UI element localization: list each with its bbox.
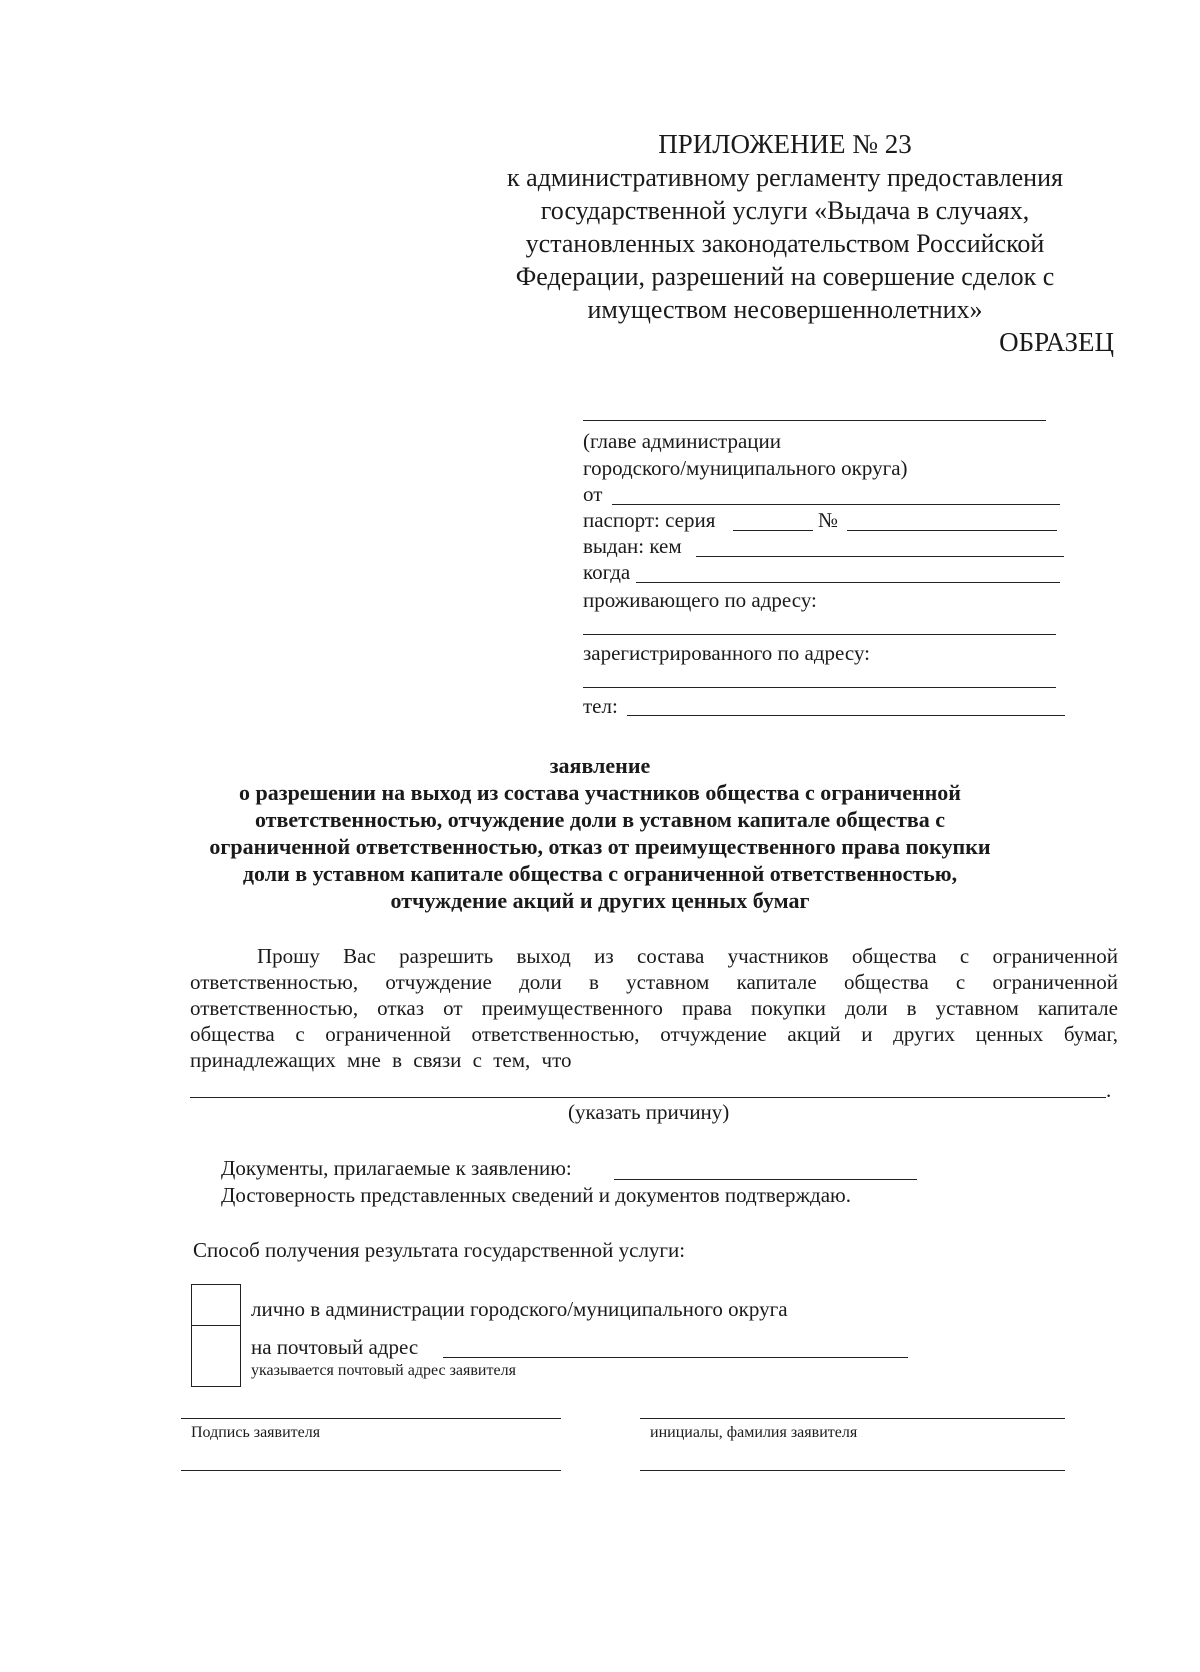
reason-period: .: [1106, 1078, 1112, 1102]
registered-address-line[interactable]: [583, 687, 1056, 688]
from-label: от: [583, 482, 603, 506]
passport-number-line[interactable]: [847, 530, 1057, 531]
applicant-name-underline: [640, 1470, 1065, 1471]
sample-label: ОБРАЗЕЦ: [999, 327, 1114, 357]
title-line: о разрешении на выход из состава участников общества с ограниченной: [239, 780, 961, 805]
application-title: [150, 752, 1050, 914]
in-person-checkbox[interactable]: [191, 1284, 241, 1326]
mail-address-hint: указывается почтовый адрес заявителя: [251, 1362, 516, 1379]
issue-date-line[interactable]: [636, 582, 1060, 583]
attached-documents-label: Документы, прилагаемые к заявлению:: [221, 1156, 572, 1180]
reason-line[interactable]: [190, 1097, 1106, 1098]
passport-series-line[interactable]: [733, 530, 813, 531]
applicant-name-line[interactable]: [640, 1418, 1065, 1419]
by-mail-checkbox[interactable]: [191, 1325, 241, 1387]
recipient-label-2: городского/муниципального округа): [583, 456, 908, 480]
title-line: заявление: [549, 753, 651, 778]
issued-by-label: выдан: кем: [583, 534, 682, 558]
signature-label: Подпись заявителя: [191, 1424, 321, 1441]
in-person-option-label: лично в администрации городского/муниципального округа: [251, 1297, 788, 1321]
appendix-header: [470, 128, 1100, 326]
title-line: доли в уставном капитале общества с ограниченной ответственностью,: [242, 861, 958, 886]
appendix-title: ПРИЛОЖЕНИЕ № 23: [658, 129, 912, 159]
issued-by-line[interactable]: [696, 556, 1064, 557]
residing-address-label: проживающего по адресу:: [583, 588, 817, 612]
title-line: ответственностью, отчуждение доли в уставном капитале общества с: [254, 807, 946, 832]
applicant-name-label: инициалы, фамилия заявителя: [650, 1424, 858, 1441]
receipt-method-label: Способ получения результата государственной услуги:: [193, 1238, 686, 1262]
header-line: государственной услуги «Выдача в случаях,: [540, 196, 1030, 225]
recipient-label-1: (главе администрации: [583, 429, 782, 453]
from-field-line[interactable]: [612, 504, 1060, 505]
confirmation-statement: Достоверность представленных сведений и документов подтверждаю.: [221, 1183, 851, 1207]
request-paragraph: Прошу Вас разрешить выход из состава участников общества с ограниченной ответственностью, отчуждение доли в уставном капитале общества с ограниченной ответственностью, отказ от преимущественного права покупки доли в уставном капитале общества с ограниченной ответственностью, отчуждение акций и других ценных бумаг, принадлежащих мне в связи с тем, что: [190, 944, 1118, 1072]
by-mail-option-label: на почтовый адрес: [251, 1335, 419, 1359]
reason-hint: (указать причину): [568, 1100, 730, 1124]
header-line: имуществом несовершеннолетних»: [587, 295, 983, 324]
header-line: к административному регламенту предоставления: [507, 163, 1063, 192]
header-line: установленных законодательством Российской: [525, 229, 1045, 258]
header-line: Федерации, разрешений на совершение сделок с: [515, 262, 1055, 291]
recipient-name-line[interactable]: [583, 420, 1046, 421]
passport-series-label: паспорт: серия: [583, 508, 716, 532]
residing-address-line[interactable]: [583, 634, 1056, 635]
mail-address-line[interactable]: [443, 1357, 908, 1358]
phone-label: тел:: [583, 694, 618, 718]
registered-address-label: зарегистрированного по адресу:: [583, 641, 870, 665]
signature-line[interactable]: [181, 1418, 561, 1419]
title-line: ограниченной ответственностью, отказ от преимущественного права покупки: [209, 834, 991, 859]
passport-number-label: №: [818, 508, 839, 532]
attached-documents-line[interactable]: [614, 1179, 917, 1180]
signature-underline: [181, 1470, 561, 1471]
phone-line[interactable]: [627, 715, 1065, 716]
issue-date-label: когда: [583, 560, 631, 584]
title-line: отчуждение акций и других ценных бумаг: [390, 888, 810, 913]
